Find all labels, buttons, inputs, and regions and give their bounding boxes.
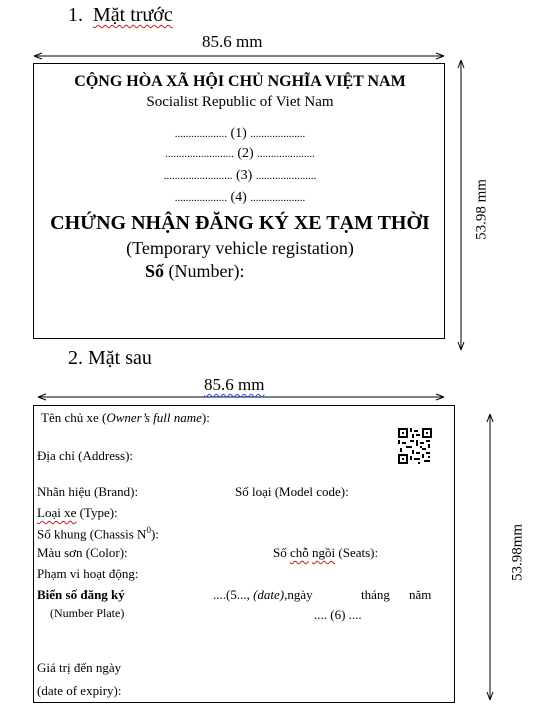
plate-vi: Biển số đăng ký bbox=[37, 587, 125, 602]
dots-right: ...................... bbox=[255, 170, 317, 182]
front-title-vi: CHỨNG NHẬN ĐĂNG KÝ XE TẠM THỜI bbox=[50, 212, 430, 234]
chassis-field bbox=[37, 525, 159, 542]
date-label: (date) bbox=[249, 587, 285, 602]
color-field: Màu sơn (Color): bbox=[37, 545, 128, 560]
seats-ngoi: ngồi bbox=[312, 545, 336, 560]
seats-field bbox=[273, 545, 378, 561]
back-card bbox=[33, 405, 455, 703]
seats-cho: chỗ bbox=[289, 545, 309, 560]
front-height-text: 53.98 mm bbox=[473, 179, 490, 240]
dots-right: .................... bbox=[250, 128, 306, 140]
front-width-label: 85.6 mm bbox=[202, 32, 263, 51]
model-field: Số loại (Model code): bbox=[235, 484, 349, 499]
front-line-4 bbox=[34, 190, 446, 206]
chassis-label: Số khung (Chassis N bbox=[37, 526, 147, 542]
scope-field: Phạm vi hoạt động: bbox=[37, 566, 139, 581]
front-height-label bbox=[472, 179, 492, 240]
back-width-text: 85.6 mm bbox=[204, 375, 265, 394]
date-ngay: ,ngày bbox=[284, 587, 313, 602]
number-label-bold: Số bbox=[145, 261, 165, 281]
dots-right: ..................... bbox=[257, 148, 315, 160]
seats-pre: Số bbox=[273, 545, 290, 560]
front-title-en: (Temporary vehicle registation) bbox=[126, 238, 354, 258]
front-country-vi: CỘNG HÒA XÃ HỘI CHỦ NGHĨA VIỆT NAM bbox=[74, 73, 406, 90]
back-heading bbox=[68, 347, 152, 370]
plate-en: (Number Plate) bbox=[50, 606, 125, 620]
front-heading-title: Mặt trước bbox=[93, 4, 173, 26]
seats-end: (Seats): bbox=[335, 545, 379, 560]
back-heading-title: Mặt sau bbox=[88, 347, 152, 369]
line-number: (4) bbox=[230, 190, 247, 205]
type-en: (Type): bbox=[76, 505, 118, 520]
front-number-label bbox=[145, 261, 245, 282]
brand-field: Nhãn hiệu (Brand): bbox=[37, 484, 139, 499]
front-card bbox=[33, 63, 445, 339]
number-label-rest: (Number): bbox=[164, 261, 245, 281]
back-heading-number: 2. bbox=[68, 347, 83, 369]
chassis-end: ): bbox=[150, 526, 159, 542]
owner-en: Owner’s full name bbox=[106, 410, 202, 425]
dots-left: ......................... bbox=[163, 170, 233, 182]
line-number: (1) bbox=[230, 126, 247, 141]
chassis-sup: 0 bbox=[146, 525, 151, 535]
front-country-en: Socialist Republic of Viet Nam bbox=[146, 94, 334, 110]
back-height-text: 53.98mm bbox=[509, 523, 526, 582]
front-heading-number: 1. bbox=[68, 4, 83, 26]
front-line-3 bbox=[34, 168, 446, 184]
qr-code-icon bbox=[398, 428, 432, 464]
line-number: (2) bbox=[237, 146, 254, 161]
line-number: (3) bbox=[235, 168, 253, 183]
address-field: Địa chỉ (Address): bbox=[37, 448, 134, 463]
expiry-en: (date of expiry): bbox=[37, 683, 122, 698]
date-line bbox=[213, 587, 313, 603]
back-width-label bbox=[204, 375, 264, 395]
type-field bbox=[37, 505, 118, 521]
type-vi: Loại xe bbox=[37, 505, 77, 520]
owner-end: ): bbox=[201, 410, 210, 425]
date-thang: tháng bbox=[361, 587, 390, 602]
sign-line: .... (6) .... bbox=[314, 607, 362, 622]
back-height-label bbox=[508, 523, 528, 582]
dots-left: ................... bbox=[174, 192, 227, 204]
dots-left: ................... bbox=[174, 128, 227, 140]
dots-right: .................... bbox=[250, 192, 306, 204]
owner-field bbox=[41, 410, 210, 426]
dots-left: ......................... bbox=[165, 148, 234, 160]
front-line-2 bbox=[34, 146, 446, 162]
date-start: ....(5..., bbox=[213, 587, 250, 602]
owner-vi: Tên chủ xe ( bbox=[41, 410, 107, 425]
front-line-1 bbox=[34, 126, 446, 142]
date-nam: năm bbox=[409, 587, 432, 602]
expiry-vi: Giá trị đến ngày bbox=[37, 660, 122, 675]
